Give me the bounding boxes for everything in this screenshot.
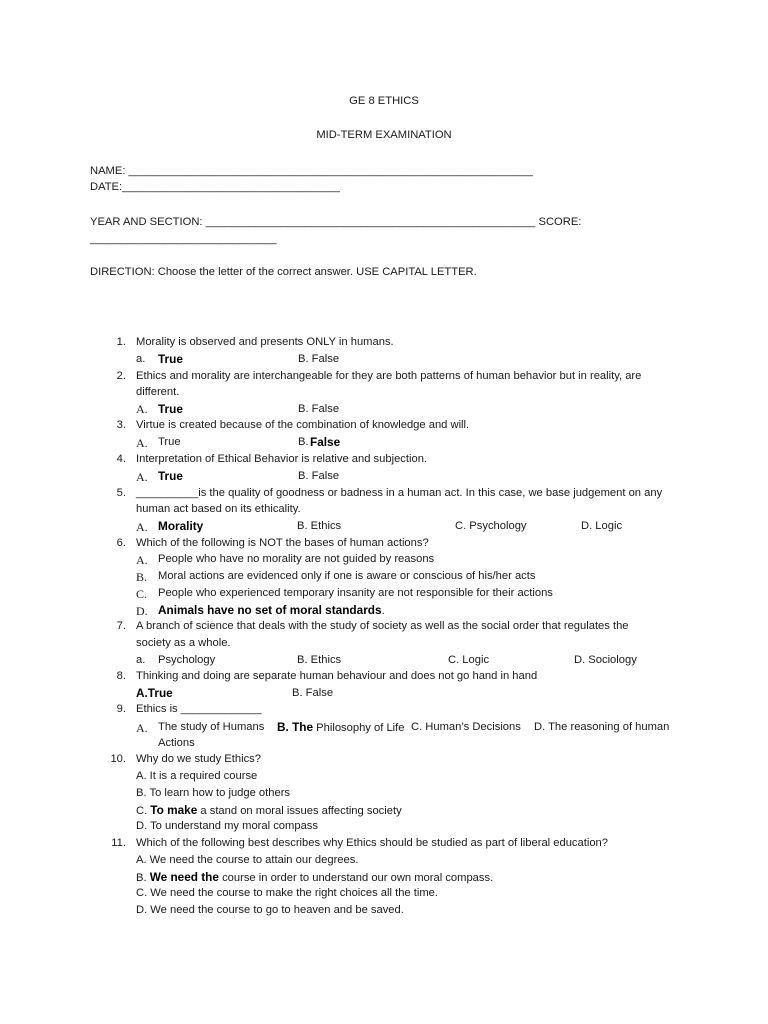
option: Psychology bbox=[158, 654, 216, 666]
question-number: 6. bbox=[116, 537, 126, 549]
exam-title: MID-TERM EXAMINATION bbox=[316, 129, 452, 141]
option-letter: A. bbox=[136, 402, 148, 416]
question-text: Ethics is _____________ bbox=[136, 703, 262, 715]
question-text-cont: society as a whole. bbox=[136, 637, 231, 649]
option: A. We need the course to attain our degrees. bbox=[136, 854, 359, 866]
option: B. Ethics bbox=[297, 520, 342, 532]
option-answer: A.True bbox=[136, 686, 173, 700]
question-text: Interpretation of Ethical Behavior is relative and subjection. bbox=[136, 453, 428, 465]
option-answer-line bbox=[277, 720, 405, 734]
option: B. False bbox=[298, 470, 340, 482]
option-letter: a. bbox=[136, 654, 146, 666]
option-letter: A. bbox=[136, 436, 148, 450]
option-tail: Philosophy of Life bbox=[313, 722, 405, 734]
question-text: Which of the following is NOT the bases of human actions? bbox=[136, 537, 429, 549]
option: D. Logic bbox=[581, 520, 623, 532]
direction-text: DIRECTION: Choose the letter of the correct answer. USE CAPITAL LETTER. bbox=[90, 266, 477, 278]
option: Moral actions are evidenced only if one is aware or conscious of his/her acts bbox=[158, 570, 536, 582]
question-number: 4. bbox=[116, 453, 126, 465]
option-letter: A. bbox=[136, 721, 148, 735]
option-letter: B. bbox=[136, 570, 148, 584]
course-title: GE 8 ETHICS bbox=[349, 95, 419, 107]
option: D. The reasoning of human bbox=[534, 721, 670, 733]
question-number: 7. bbox=[116, 620, 126, 632]
option: C. Logic bbox=[448, 654, 490, 666]
option-tail: course in order to understand our own moral compass. bbox=[218, 872, 494, 884]
question-text: Ethics and morality are interchangeable for they are both patterns of human behavior but in reality, are bbox=[136, 370, 642, 382]
option-answer: True bbox=[158, 352, 183, 366]
option-answer: We need the bbox=[149, 870, 219, 884]
option-letter: C. bbox=[136, 587, 148, 601]
option-letter: a. bbox=[136, 353, 146, 365]
option-answer-line bbox=[158, 603, 385, 617]
question-number: 1. bbox=[116, 336, 126, 348]
option-tail: a stand on moral issues affecting society bbox=[197, 805, 402, 817]
option-letter: D. bbox=[136, 604, 148, 618]
question-number: 9. bbox=[116, 703, 126, 715]
date-field: DATE:___________________________________ bbox=[90, 181, 340, 193]
option-letter: A. bbox=[136, 520, 148, 534]
option: D. We need the course to go to heaven and be saved. bbox=[136, 904, 404, 916]
option: B. To learn how to judge others bbox=[136, 787, 291, 799]
option: B. Ethics bbox=[297, 654, 342, 666]
option: People who have no morality are not guided by reasons bbox=[158, 553, 435, 565]
question-text: Morality is observed and presents ONLY in humans. bbox=[136, 336, 394, 348]
option-answer: True bbox=[158, 402, 183, 416]
option-answer: False bbox=[310, 435, 341, 449]
question-number: 11. bbox=[111, 837, 126, 849]
option: B. False bbox=[292, 687, 334, 699]
option: True bbox=[158, 436, 181, 448]
question-text: Thinking and doing are separate human behaviour and does not go hand in hand bbox=[136, 670, 538, 682]
option: C. Human’s Decisions bbox=[411, 721, 521, 733]
option: People who experienced temporary insanity are not responsible for their actions bbox=[158, 587, 553, 599]
question-number: 3. bbox=[116, 419, 126, 431]
option: D. Sociology bbox=[574, 654, 637, 666]
option-letter: A. bbox=[136, 553, 148, 567]
option-letter: C. bbox=[136, 805, 148, 817]
option: D. To understand my moral compass bbox=[136, 820, 318, 832]
option: C. Psychology bbox=[455, 520, 527, 532]
option-answer-line bbox=[136, 870, 493, 884]
option: C. We need the course to make the right choices all the time. bbox=[136, 887, 439, 899]
option: B. False bbox=[298, 403, 340, 415]
question-text: __________is the quality of goodness or badness in a human act. In this case, we base judgement on any bbox=[136, 487, 663, 499]
option-letter: B. bbox=[136, 872, 147, 884]
option-answer: Animals have no set of moral standards bbox=[158, 603, 382, 617]
question-number: 10. bbox=[110, 753, 126, 765]
option-answer: To make bbox=[150, 803, 198, 817]
option-answer: B. The bbox=[277, 720, 314, 734]
question-number: 5. bbox=[116, 487, 126, 499]
question-number: 2. bbox=[116, 370, 126, 382]
option: A. It is a required course bbox=[136, 770, 258, 782]
option-answer: Morality bbox=[158, 519, 204, 533]
question-text: Why do we study Ethics? bbox=[136, 753, 261, 765]
option-letter: A. bbox=[136, 470, 148, 484]
year-section-field: YEAR AND SECTION: _____________________________________________________ SCORE: bbox=[90, 216, 582, 228]
option-answer: True bbox=[158, 469, 183, 483]
option-cont: Actions bbox=[158, 737, 195, 749]
question-text-cont: human act based on its ethicality. bbox=[136, 503, 301, 515]
question-text: Which of the following best describes why Ethics should be studied as part of liberal education? bbox=[136, 837, 609, 849]
option: The study of Humans bbox=[158, 721, 265, 733]
option-letter: B. bbox=[298, 436, 309, 448]
option-answer-line bbox=[136, 803, 402, 817]
question-text: Virtue is created because of the combination of knowledge and will. bbox=[136, 419, 470, 431]
option: B. False bbox=[298, 353, 340, 365]
question-text: A branch of science that deals with the study of society as well as the social order that regulates the bbox=[136, 620, 629, 632]
name-field: NAME: _________________________________________________________________ bbox=[90, 165, 533, 177]
score-line: ______________________________ bbox=[90, 233, 277, 245]
question-number: 8. bbox=[116, 670, 126, 682]
option-tail: . bbox=[381, 605, 385, 617]
question-text-cont: different. bbox=[136, 386, 180, 398]
